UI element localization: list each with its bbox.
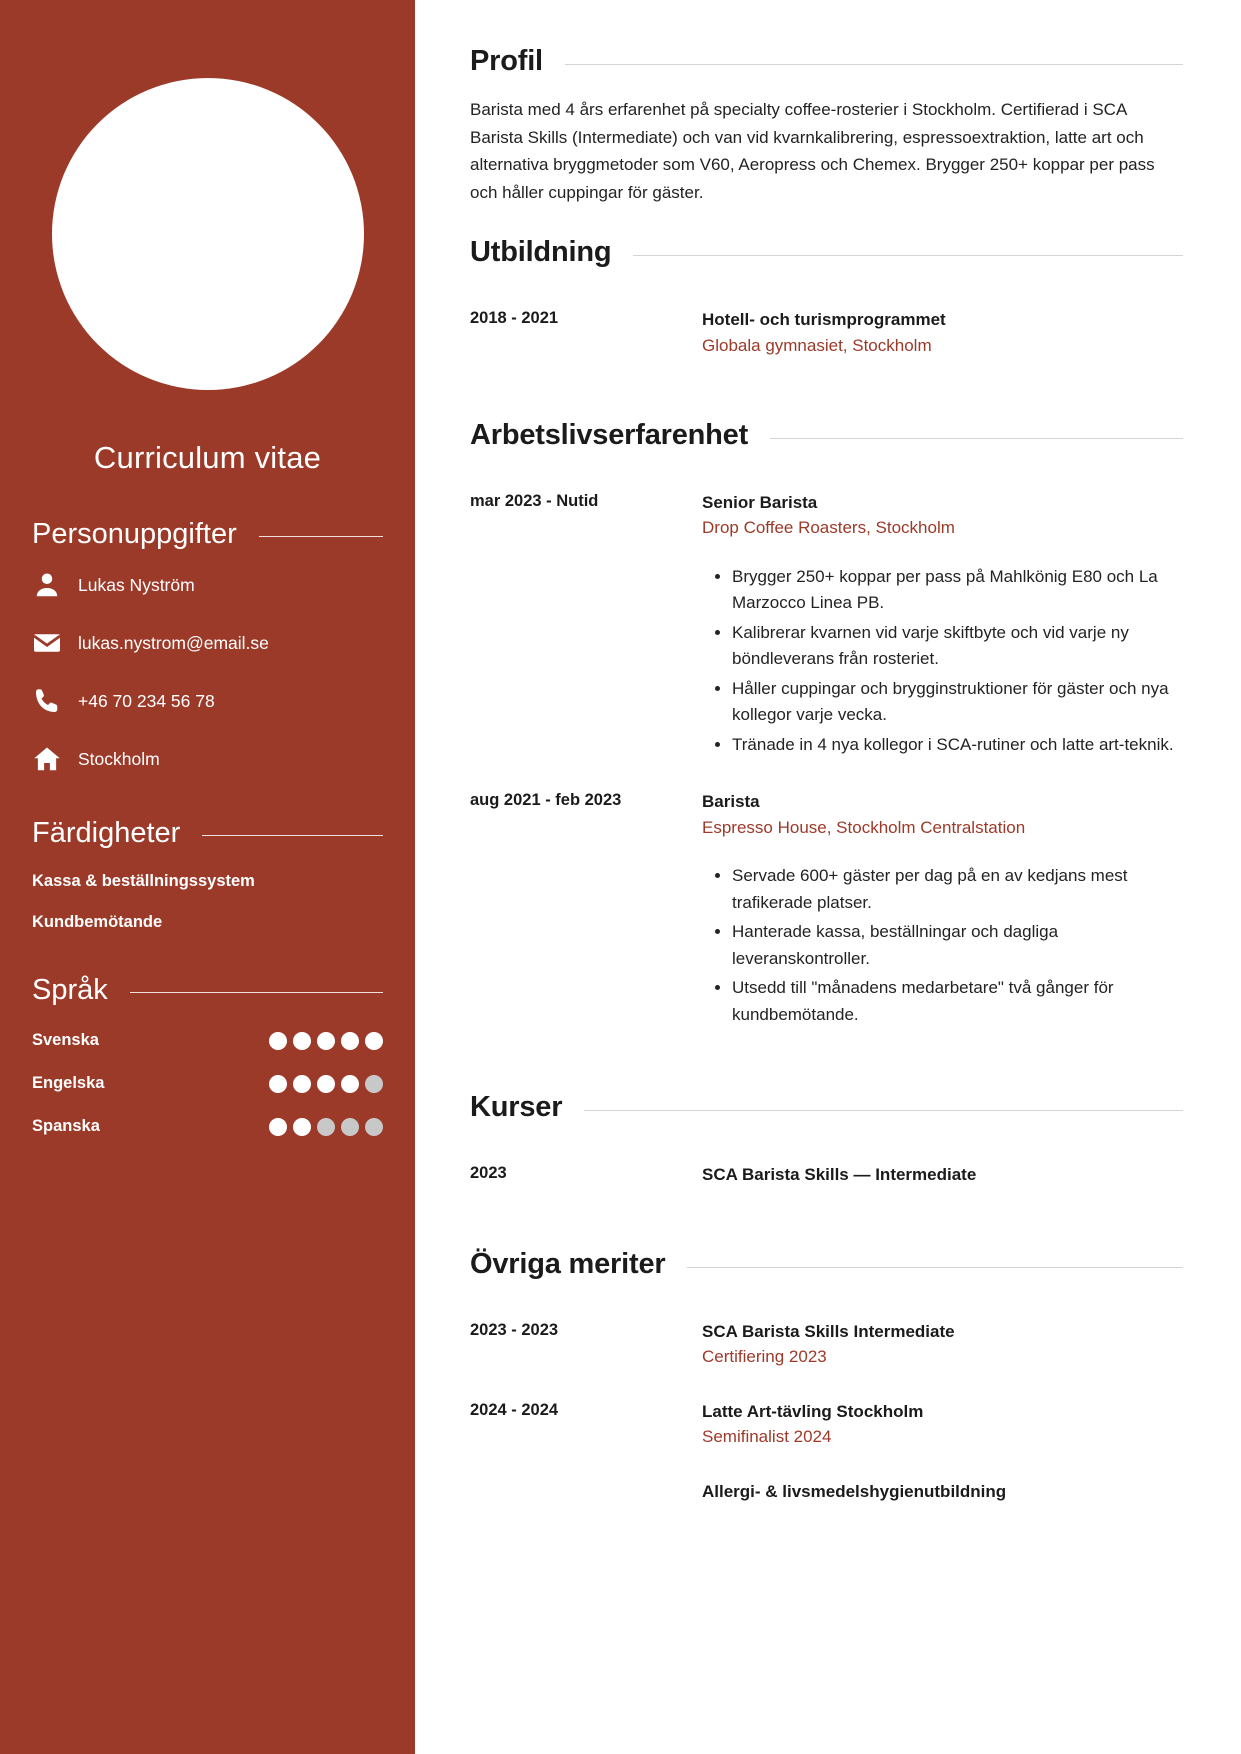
person-icon bbox=[32, 569, 66, 601]
language-row bbox=[32, 1074, 383, 1093]
level-dot-filled bbox=[293, 1032, 311, 1050]
sidebar bbox=[0, 0, 415, 1754]
section-divider bbox=[202, 835, 383, 836]
education-entry bbox=[470, 307, 1183, 359]
avatar bbox=[52, 78, 364, 390]
contact-email-value: lukas.nystrom@email.se bbox=[78, 632, 269, 653]
entry-body bbox=[702, 1162, 1183, 1188]
section-divider bbox=[770, 438, 1183, 439]
section-header-education bbox=[470, 236, 1183, 269]
level-dot-filled bbox=[293, 1075, 311, 1093]
home-icon bbox=[32, 743, 66, 775]
merit-entry bbox=[470, 1399, 1183, 1451]
section-title-education: Utbildning bbox=[470, 236, 612, 269]
entry-title: SCA Barista Skills Intermediate bbox=[702, 1321, 955, 1341]
section-title-profile: Profil bbox=[470, 45, 543, 77]
phone-icon bbox=[32, 685, 66, 717]
entry-title: Hotell- och turismprogrammet bbox=[702, 310, 946, 330]
bullet-item: • Tränade in 4 nya kollegor i SCA-rutiner och latte art-teknik. bbox=[732, 732, 1183, 759]
language-row bbox=[32, 1031, 383, 1050]
entry-period: mar 2023 - Nutid bbox=[470, 491, 599, 510]
skills-list bbox=[32, 872, 383, 932]
main-content bbox=[415, 0, 1241, 1754]
entry-bullet-list bbox=[702, 564, 1183, 759]
section-header-personal bbox=[32, 518, 383, 551]
entry-organisation: Drop Coffee Roasters, Stockholm bbox=[702, 518, 955, 538]
language-row bbox=[32, 1117, 383, 1136]
entry-body bbox=[702, 1319, 1183, 1371]
section-header-other-merits bbox=[470, 1248, 1183, 1281]
level-dot-filled bbox=[293, 1118, 311, 1136]
merit-entry bbox=[470, 1479, 1183, 1505]
section-divider bbox=[130, 992, 383, 993]
course-entry bbox=[470, 1162, 1183, 1188]
bullet-item: • Kalibrerar kvarnen vid varje skiftbyte och vid varje ny böndleverans från rosteriet. bbox=[732, 620, 1183, 673]
contact-item-email[interactable] bbox=[32, 627, 383, 659]
language-list bbox=[32, 1031, 383, 1136]
level-dot-filled bbox=[317, 1032, 335, 1050]
level-dot-empty bbox=[365, 1075, 383, 1093]
avatar-container bbox=[32, 0, 383, 390]
level-dot-filled bbox=[365, 1032, 383, 1050]
section-other-merits bbox=[470, 1248, 1183, 1504]
cv-title: Curriculum vitae bbox=[93, 440, 322, 475]
contact-item-name bbox=[32, 569, 383, 601]
contact-item-location bbox=[32, 743, 383, 775]
entry-body bbox=[702, 307, 1183, 359]
skill-item: Kassa & beställningssystem bbox=[32, 872, 255, 890]
entry-body bbox=[702, 1479, 1183, 1505]
section-divider bbox=[565, 64, 1183, 65]
language-name: Engelska bbox=[32, 1074, 105, 1092]
entry-organisation: Globala gymnasiet, Stockholm bbox=[702, 335, 932, 355]
section-courses bbox=[470, 1091, 1183, 1228]
contact-list bbox=[32, 569, 383, 775]
level-dot-filled bbox=[317, 1075, 335, 1093]
level-dot-filled bbox=[269, 1075, 287, 1093]
entry-period: 2018 - 2021 bbox=[470, 309, 559, 328]
profile-text: Barista med 4 års erfarenhet på specialty coffee-rosterier i Stockholm. Certifierad i SCA Barista Skills (Intermediate) och van vid kvarnkalibrering, espressoextraktion, latte art och alternativa bryggmetoder som V60, Aeropress och Chemex. Brygger 250+ koppar per pass och håller cuppingar för gäster. bbox=[470, 100, 1155, 202]
entry-period: 2024 - 2024 bbox=[470, 1400, 559, 1419]
entry-title: Latte Art-tävling Stockholm bbox=[702, 1401, 924, 1421]
section-header-skills bbox=[32, 817, 383, 850]
level-dot-filled bbox=[269, 1118, 287, 1136]
section-header-courses bbox=[470, 1091, 1183, 1124]
bullet-item: • Brygger 250+ koppar per pass på Mahlkönig E80 och La Marzocco Linea PB. bbox=[732, 564, 1183, 617]
skill-item: Kundbemötande bbox=[32, 913, 163, 931]
section-title-languages: Språk bbox=[32, 974, 108, 1006]
section-divider bbox=[584, 1110, 1183, 1111]
language-level-dots bbox=[269, 1032, 383, 1050]
section-experience bbox=[470, 419, 1183, 1071]
section-divider bbox=[687, 1267, 1183, 1268]
entry-organisation: Certifiering 2023 bbox=[702, 1347, 827, 1367]
entry-period: 2023 - 2023 bbox=[470, 1320, 559, 1339]
bullet-item: • Utsedd till "månadens medarbetare" två gånger för kundbemötande. bbox=[732, 975, 1183, 1028]
entry-title: SCA Barista Skills — Intermediate bbox=[702, 1165, 977, 1185]
language-level-dots bbox=[269, 1118, 383, 1136]
section-title-other-merits: Övriga meriter bbox=[470, 1247, 666, 1280]
level-dot-filled bbox=[269, 1032, 287, 1050]
envelope-icon bbox=[32, 627, 66, 659]
language-name: Spanska bbox=[32, 1117, 100, 1135]
entry-organisation: Semifinalist 2024 bbox=[702, 1427, 832, 1447]
entry-title: Senior Barista bbox=[702, 492, 818, 512]
entry-organisation: Espresso House, Stockholm Centralstation bbox=[702, 817, 1026, 837]
contact-location-value: Stockholm bbox=[78, 748, 160, 769]
level-dot-filled bbox=[341, 1075, 359, 1093]
language-level-dots bbox=[269, 1075, 383, 1093]
level-dot-empty bbox=[341, 1118, 359, 1136]
bullet-item: • Hanterade kassa, beställningar och dagliga leveranskontroller. bbox=[732, 919, 1183, 972]
entry-bullet-list bbox=[702, 863, 1183, 1028]
entry-body bbox=[702, 1399, 1183, 1451]
contact-item-phone[interactable] bbox=[32, 685, 383, 717]
entry-period: 2023 bbox=[470, 1164, 507, 1183]
section-divider bbox=[633, 255, 1183, 256]
entry-body bbox=[702, 789, 1183, 1031]
level-dot-filled bbox=[341, 1032, 359, 1050]
section-title-experience: Arbetslivserfarenhet bbox=[470, 418, 749, 451]
contact-phone-value: +46 70 234 56 78 bbox=[78, 690, 215, 711]
language-name: Svenska bbox=[32, 1031, 99, 1049]
entry-period bbox=[470, 1479, 702, 1505]
section-title-courses: Kurser bbox=[470, 1091, 563, 1124]
level-dot-empty bbox=[317, 1118, 335, 1136]
contact-name-value: Lukas Nyström bbox=[78, 574, 195, 595]
entry-title: Allergi- & livsmedelshygienutbildning bbox=[702, 1481, 1007, 1501]
bullet-item: • Håller cuppingar och brygginstruktioner för gäster och nya kollegor varje vecka. bbox=[732, 676, 1183, 729]
level-dot-empty bbox=[365, 1118, 383, 1136]
entry-period: aug 2021 - feb 2023 bbox=[470, 791, 622, 810]
experience-entry bbox=[470, 490, 1183, 761]
bullet-item: • Servade 600+ gäster per dag på en av kedjans mest trafikerade platser. bbox=[732, 863, 1183, 916]
entry-body bbox=[702, 490, 1183, 761]
section-header-experience bbox=[470, 419, 1183, 452]
section-profile bbox=[470, 45, 1183, 206]
section-title-skills: Färdigheter bbox=[32, 817, 181, 849]
section-education bbox=[470, 236, 1183, 399]
experience-entry bbox=[470, 789, 1183, 1031]
entry-title: Barista bbox=[702, 792, 760, 812]
section-divider bbox=[259, 536, 383, 537]
section-title-personal: Personuppgifter bbox=[32, 518, 237, 550]
merit-entry bbox=[470, 1319, 1183, 1371]
section-header-languages bbox=[32, 974, 383, 1007]
section-header-profile bbox=[470, 45, 1183, 78]
